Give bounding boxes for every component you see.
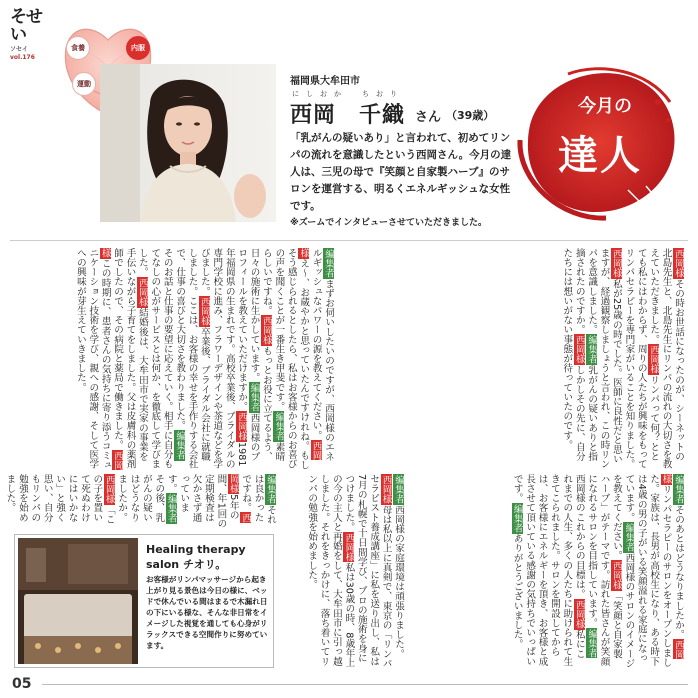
profile-note: ※ズームでインタビューさせていただきました。 bbox=[290, 218, 487, 228]
article-text: 西岡様のサロンのイメージを教えてください。 bbox=[610, 474, 635, 669]
profile-ruby: にしおか ちおり bbox=[292, 90, 404, 98]
interviewee-tag: 西岡様 bbox=[227, 474, 252, 524]
interviewee-tag: 西岡様 bbox=[660, 474, 684, 660]
editor-tag: 編集者 bbox=[393, 475, 404, 504]
article-text: 私が25歳の時でした。医師に良性だと思いますが、経過観察しましょうと言われ、この時リンパを意識しました。 bbox=[586, 248, 622, 469]
article-text: それは良かったですね。 bbox=[240, 474, 276, 525]
article-text: 私にこれまでの人生、多くの人たちに助けられて生きてこられました。サロンを開設してからは、お客様にエネルギーを頂き、お客様と成長させて頂いている感謝の気持ちでいっぱいです。 bbox=[511, 474, 585, 666]
interviewee-tag: 西岡様 bbox=[648, 345, 660, 374]
article-paragraph bbox=[512, 503, 523, 649]
article-text: 1981年福岡県の生まれです。高校卒業後、ブライダルの専門学校に進み、フラワーデザインや茶道などを学びました。 bbox=[198, 248, 248, 469]
page-footer-line bbox=[42, 684, 688, 685]
interviewee-tag: 西岡様 bbox=[573, 599, 585, 629]
article-text: ありがとうございました。 bbox=[511, 533, 523, 649]
editor-tag: 編集者 bbox=[323, 249, 334, 278]
profile-name: 西岡 千織 bbox=[290, 102, 406, 128]
salon-description: お客様がリンパマッサージから起き上がり見る景色は今日の様に、ベッドで休んでいる間はまるで木漏れ日の下にいる様な、そんな非日常をイメージした視覚を通しても心身がリラックスできる空間作りに努めています。 bbox=[146, 575, 268, 650]
article-text: 卒業後、ブライダル会社に就職しました。ここは、お客様の幸せを手作りする会社で、仕事の喜びと大切さを教わりました。 bbox=[174, 248, 210, 469]
salon-title-line2: salon チオリ。 bbox=[146, 558, 227, 571]
interviewee-tag: 西岡様 bbox=[136, 277, 148, 307]
article-block-bottom-left bbox=[4, 474, 276, 530]
stamp-small-text: 今月の bbox=[578, 96, 632, 117]
salon-photo bbox=[18, 538, 138, 664]
article-text: まずお伺いしたいのですが、西岡様のエネルギッシュなパワーの源を教えてください。 bbox=[310, 248, 334, 462]
editor-tag: 編集者 bbox=[673, 475, 684, 504]
article-text: その時お世話になったのが、シーネットの北島先生と、北島先生にリンパの流れの大切さを教えていただきました。 bbox=[648, 248, 684, 469]
article-text: もっとお役に立てるよう、日々の施術に生かしています。 bbox=[248, 248, 272, 462]
article-text: 西岡様のこれからの目標は。 bbox=[573, 474, 585, 599]
article-text: この時期に、患者さんの気持ちに寄り添うコミュニケーション技術を学び、親への感謝、そして医学への興味が芽生えていきました。 bbox=[74, 248, 111, 470]
editor-tag: 編集者 bbox=[174, 431, 186, 461]
profile-intro bbox=[290, 130, 518, 232]
editor-tag: 編集者 bbox=[623, 523, 635, 552]
editor-tag: 編集者 bbox=[273, 412, 285, 442]
divider-top bbox=[10, 240, 688, 241]
article-text: 「笑顔と自家製ハーブ」がテーマです。訪れた皆さんが笑顔になれるサロンを目指しています。 bbox=[586, 474, 622, 666]
article-text: え〜、お蔵やかと思っていたんですけれね。もしそう感じられるとしたら、私はお客様からのお喜びの声を聞くことが一番生き甲斐です。 bbox=[273, 248, 310, 470]
magazine-logo-line2: vol.176 bbox=[10, 54, 35, 61]
editor-tag: 編集者 bbox=[586, 628, 598, 658]
profile-age: （39歳） bbox=[446, 109, 495, 122]
magazine-logo bbox=[10, 8, 56, 62]
editor-tag: 編集者 bbox=[165, 494, 177, 524]
magazine-logo-line1: ソセイ bbox=[10, 46, 28, 53]
article-text: そのお話と仕事の要望に応えていく。相手に自分もてなしの心がサービスとは何か、を徹底して学びました。 bbox=[136, 248, 173, 469]
article-text: しかしその先に、自分たちには想いがない事態が待っていたのです。 bbox=[561, 248, 585, 462]
editor-tag: 編集者 bbox=[248, 383, 260, 413]
profile-intro-text: 「乳がんの疑いあり」と言われて、初めてリンパの流れを意識したという西岡さん。今月の達人は、三児の母で『笑顔と自家製ハーブ』のサロンを運営する、明るくエネルギッシュな女性です。 bbox=[290, 132, 512, 212]
interviewee-tag: 西岡様 bbox=[573, 335, 585, 365]
article-text: 素晴らしいですね。 bbox=[260, 248, 285, 462]
article-text: 5年の間、年1回の定期検査は欠かさず通っています。 bbox=[165, 474, 239, 529]
article-paragraph bbox=[112, 248, 148, 469]
interviewee-tag: 西岡様 bbox=[673, 249, 684, 278]
salon-title-line1: Healing therapy bbox=[146, 543, 246, 556]
interviewee-tag: 西岡様 bbox=[198, 297, 210, 326]
magazine-logo-text: そせい bbox=[10, 7, 42, 45]
tatsujin-stamp bbox=[508, 62, 684, 222]
stamp-big-text: 達人 bbox=[558, 132, 642, 179]
article-text: 乳がんの疑いありと指摘されたのですか。 bbox=[573, 248, 598, 462]
portrait-photo bbox=[100, 64, 276, 222]
interviewee-tag: 西岡様 bbox=[103, 475, 115, 504]
portrait-image bbox=[100, 64, 276, 222]
editor-tag: 編集者 bbox=[511, 503, 523, 533]
editor-tag: 編集者 bbox=[265, 475, 276, 504]
interviewee-tag: 西岡様 bbox=[298, 248, 322, 461]
article-block-left-top bbox=[14, 248, 334, 470]
article-text: リンパセラピーのサロンをオープンしました。家族は、長男が高校生になり、ある時下は4歳の男の子がいる笑顔溢れる家庭になっています。 bbox=[623, 474, 672, 668]
tag-naifuku: 内服 bbox=[126, 36, 150, 60]
interviewee-tag: 西岡様 bbox=[343, 532, 355, 562]
interviewee-tag: 西岡様 bbox=[99, 248, 124, 470]
article-text: 結婚後は、大牟田市で実家の事業を手伝いながら子育てをしました。父は皮膚科の薬剤師でしたので、その病院と薬局で働きました。 bbox=[112, 248, 148, 469]
salon-title bbox=[146, 542, 246, 572]
interviewee-tag: 西岡様 bbox=[610, 561, 622, 591]
editor-tag: 編集者 bbox=[586, 335, 598, 365]
article-text: その後、乳がんの疑いはどうなりましたか。 bbox=[116, 474, 165, 522]
salon-room-image bbox=[18, 538, 138, 664]
article-paragraph bbox=[673, 474, 684, 639]
article-paragraph bbox=[166, 474, 251, 528]
article-paragraph bbox=[4, 474, 114, 524]
interviewee-tag: 西岡様 bbox=[380, 475, 392, 504]
interviewee-tag: 西岡様 bbox=[610, 249, 622, 278]
article-block-bottom-mid bbox=[280, 474, 404, 668]
article-text: そのあとはどうなりましたか。 bbox=[673, 504, 684, 640]
article-text: 私は30歳の時、8歳年上の今の主人と再婚をして、大牟田市に引っ越しました。それをきっかけに、落ち着いてリンパの勉強を始めました。 bbox=[306, 474, 355, 668]
tag-undo: 運動 bbox=[72, 72, 96, 96]
article-text: 西岡様のプロフィールを教えていただけますか。 bbox=[236, 248, 260, 462]
article-paragraph bbox=[311, 248, 334, 461]
profile-honorific: さん bbox=[415, 110, 442, 125]
article-block-right-top bbox=[344, 248, 684, 470]
article-text: リンパって何？ととても私にはわからず、周りの人たちが興味をもってリンパセラピーを専門家がいることを知りました。 bbox=[623, 248, 660, 469]
interviewee-tag: 西岡様 bbox=[236, 412, 248, 442]
tag-shokuyo: 食養 bbox=[66, 36, 90, 60]
article-text: 「この子を置いて死ぬわけにはいかない」と強く思い、自分もリンパの勉強を始めました。 bbox=[4, 474, 115, 525]
interviewee-tag: 西岡様 bbox=[260, 316, 272, 346]
article-text: 母は私以上に真剣で、東京の「リンパセラピスト養成講座」に私を送り出し、私は7月の札幌で十日間学び、プロの施術を身につけました。 bbox=[343, 474, 392, 669]
page-number: 05 bbox=[12, 676, 32, 692]
article-paragraph bbox=[393, 474, 404, 658]
article-text: 西岡様の家庭環境は頑張りました。 bbox=[393, 504, 404, 659]
article-block-bottom-right bbox=[412, 474, 684, 668]
profile-city: 福岡県大牟田市 bbox=[290, 76, 360, 87]
